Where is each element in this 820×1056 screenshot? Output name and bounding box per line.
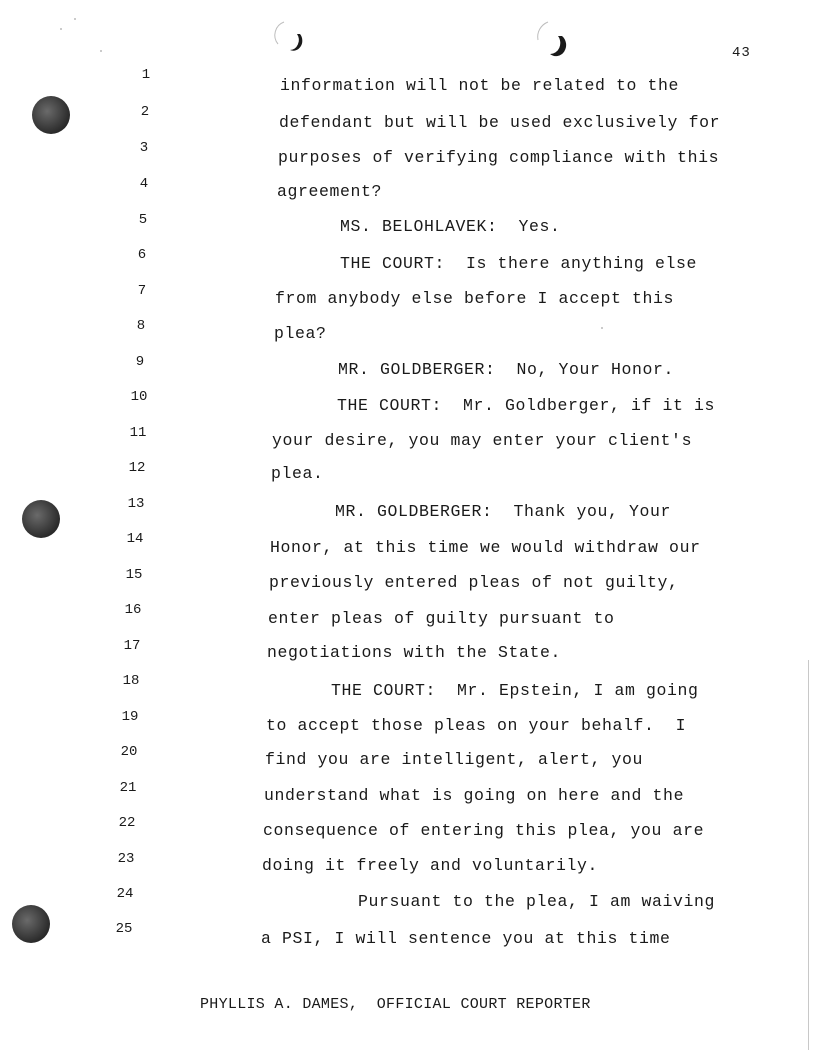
transcript-line: plea? <box>274 324 327 343</box>
transcript-line: negotiations with the State. <box>267 643 562 662</box>
line-number: 14 <box>126 531 144 547</box>
transcript-line: previously entered pleas of not guilty, <box>269 573 679 592</box>
transcript-line: information will not be related to the <box>280 76 680 95</box>
line-number: 8 <box>136 318 146 334</box>
line-number: 25 <box>115 921 133 937</box>
line-number: 3 <box>139 140 149 156</box>
transcript-line: your desire, you may enter your client's <box>272 431 693 450</box>
line-number: 16 <box>124 602 142 618</box>
line-number: 7 <box>137 283 147 299</box>
line-number: 15 <box>125 567 143 583</box>
transcript-line: THE COURT: Mr. Goldberger, if it is <box>337 396 716 415</box>
transcript-line: to accept those pleas on your behalf. I <box>266 716 687 735</box>
transcript-line: agreement? <box>277 182 383 201</box>
transcript-line: defendant but will be used exclusively for <box>279 113 721 132</box>
transcript-line: a PSI, I will sentence you at this time <box>261 929 671 948</box>
transcript-line: THE COURT: Mr. Epstein, I am going <box>331 681 699 700</box>
scan-speck <box>601 327 603 329</box>
transcript-line: THE COURT: Is there anything else <box>340 254 698 273</box>
line-number: 5 <box>138 212 148 228</box>
page-number: 43 <box>732 45 751 61</box>
transcript-line: MR. GOLDBERGER: No, Your Honor. <box>338 360 675 379</box>
transcript-line: consequence of entering this plea, you are <box>263 821 705 840</box>
transcript-line: plea. <box>271 464 324 483</box>
punch-hole-top <box>32 96 70 134</box>
line-number: 10 <box>130 389 148 405</box>
punch-hole-middle <box>22 500 60 538</box>
transcript-line: purposes of verifying compliance with this <box>278 148 720 167</box>
transcript-line: enter pleas of guilty pursuant to <box>268 609 615 628</box>
transcript-line: find you are intelligent, alert, you <box>265 750 644 769</box>
scan-speck <box>74 18 76 20</box>
line-number: 20 <box>120 744 138 760</box>
line-number: 6 <box>137 247 147 263</box>
line-number: 9 <box>135 354 145 370</box>
transcript-line: MR. GOLDBERGER: Thank you, Your <box>335 502 672 521</box>
line-number: 23 <box>117 851 135 867</box>
line-number: 11 <box>129 425 147 441</box>
court-reporter-footer: PHYLLIS A. DAMES, OFFICIAL COURT REPORTER <box>200 996 591 1013</box>
scan-speck <box>100 50 102 52</box>
line-number: 1 <box>141 67 151 83</box>
line-number: 2 <box>140 104 150 120</box>
scan-speck <box>60 28 62 30</box>
line-number: 13 <box>127 496 145 512</box>
line-number: 18 <box>122 673 140 689</box>
line-number: 22 <box>118 815 136 831</box>
page-edge-line <box>808 660 809 1050</box>
line-number: 4 <box>139 176 149 192</box>
transcript-line: understand what is going on here and the <box>264 786 685 805</box>
transcript-line: Pursuant to the plea, I am waiving <box>358 892 716 911</box>
transcript-line: MS. BELOHLAVEK: Yes. <box>340 217 561 236</box>
staple-mark-right <box>530 20 574 60</box>
transcript-line: from anybody else before I accept this <box>275 289 675 308</box>
line-number: 12 <box>128 460 146 476</box>
transcript-line: doing it freely and voluntarily. <box>262 856 599 875</box>
punch-hole-bottom <box>12 905 50 943</box>
staple-mark-left <box>270 18 310 54</box>
line-number: 17 <box>123 638 141 654</box>
transcript-line: Honor, at this time we would withdraw our <box>270 538 701 557</box>
line-number: 19 <box>121 709 139 725</box>
line-number: 21 <box>119 780 137 796</box>
line-number: 24 <box>116 886 134 902</box>
